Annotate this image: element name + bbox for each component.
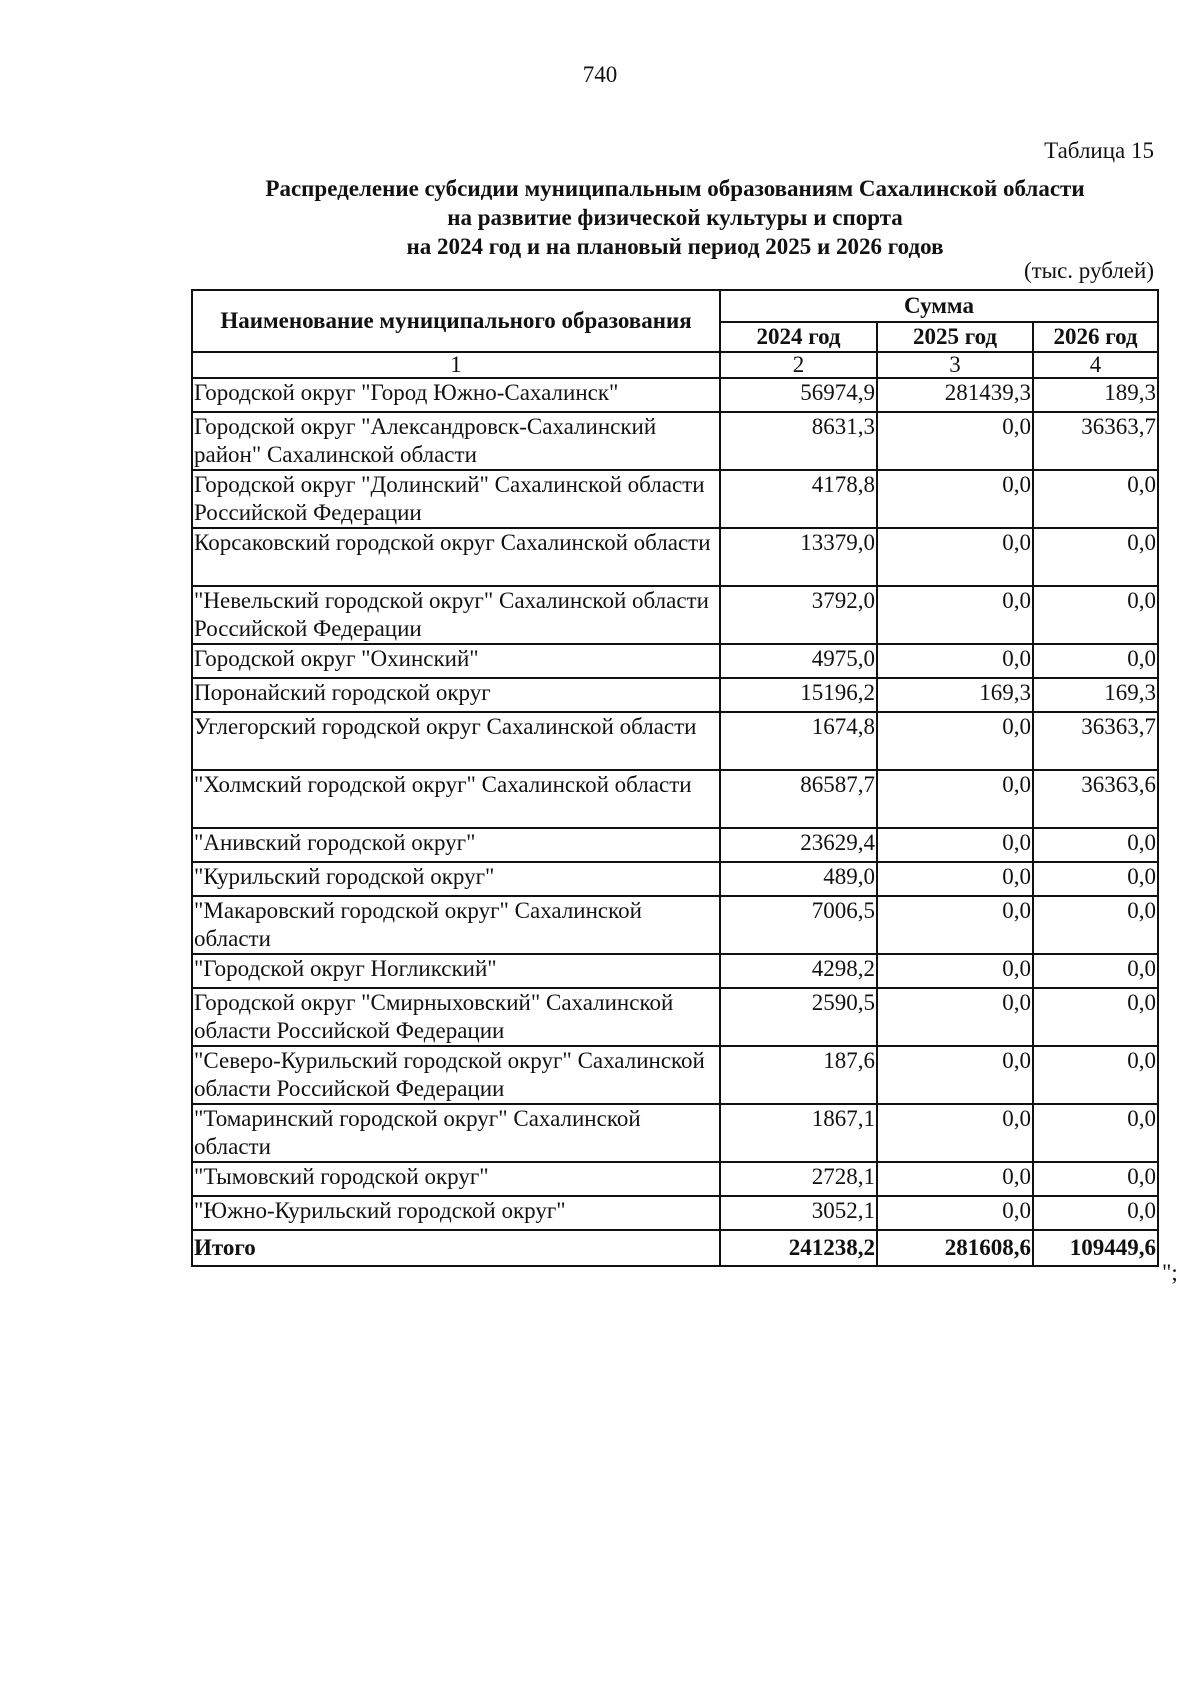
table-row — [192, 528, 1158, 586]
table-row — [192, 1162, 1158, 1196]
table-label: Таблица 15 — [1044, 138, 1154, 163]
value-2026: 0,0 — [1033, 470, 1158, 528]
table-row — [192, 586, 1158, 644]
value-2024: 4298,2 — [720, 954, 877, 988]
total-2026: 109449,6 — [1033, 1230, 1158, 1266]
value-2025: 0,0 — [877, 1162, 1033, 1196]
table-row — [192, 678, 1158, 712]
value-2025: 0,0 — [877, 470, 1033, 528]
table-row — [192, 644, 1158, 678]
value-2026: 0,0 — [1033, 644, 1158, 678]
table-row — [192, 712, 1158, 770]
value-2024: 86587,7 — [720, 770, 877, 828]
table-row — [192, 954, 1158, 988]
municipality-name: Корсаковский городской округ Сахалинской области — [192, 528, 720, 586]
value-2024: 8631,3 — [720, 412, 877, 470]
units-note: (тыс. рублей) — [1023, 258, 1154, 283]
value-2024: 7006,5 — [720, 896, 877, 954]
total-2024: 241238,2 — [720, 1230, 877, 1266]
value-2026: 169,3 — [1033, 678, 1158, 712]
value-2025: 0,0 — [877, 528, 1033, 586]
value-2024: 3052,1 — [720, 1196, 877, 1230]
value-2024: 4178,8 — [720, 470, 877, 528]
value-2024: 1867,1 — [720, 1104, 877, 1162]
title-line: на развитие физической культуры и спорта — [447, 205, 903, 230]
header-sum: Сумма — [720, 290, 1158, 322]
page-number: 740 — [582, 62, 618, 87]
municipality-name: "Холмский городской округ" Сахалинской области — [192, 770, 720, 828]
table-row — [192, 378, 1158, 412]
value-2025: 0,0 — [877, 1104, 1033, 1162]
municipality-name: Городской округ "Город Южно-Сахалинск" — [192, 378, 720, 412]
value-2025: 0,0 — [877, 1196, 1033, 1230]
value-2025: 0,0 — [877, 828, 1033, 862]
municipality-name: Углегорский городской округ Сахалинской области — [192, 712, 720, 770]
table-row — [192, 770, 1158, 828]
municipality-name: "Макаровский городской округ" Сахалинской области — [192, 896, 720, 954]
value-2026: 0,0 — [1033, 1162, 1158, 1196]
value-2024: 23629,4 — [720, 828, 877, 862]
table-row — [192, 828, 1158, 862]
value-2026: 0,0 — [1033, 1196, 1158, 1230]
value-2025: 0,0 — [877, 412, 1033, 470]
value-2024: 187,6 — [720, 1046, 877, 1104]
value-2024: 13379,0 — [720, 528, 877, 586]
value-2025: 169,3 — [877, 678, 1033, 712]
municipality-name: "Анивский городской округ" — [192, 828, 720, 862]
value-2025: 0,0 — [877, 712, 1033, 770]
table-row — [192, 1046, 1158, 1104]
value-2026: 36363,7 — [1033, 412, 1158, 470]
total-2025: 281608,6 — [877, 1230, 1033, 1266]
value-2026: 0,0 — [1033, 528, 1158, 586]
value-2026: 0,0 — [1033, 828, 1158, 862]
column-index: 2 — [720, 352, 877, 378]
column-index: 1 — [192, 352, 720, 378]
value-2024: 489,0 — [720, 862, 877, 896]
municipality-name: "Невельский городской округ" Сахалинской области Российской Федерации — [192, 586, 720, 644]
municipality-name: Городской округ "Охинский" — [192, 644, 720, 678]
header-year-2026: 2026 год — [1033, 322, 1158, 352]
table-row — [192, 470, 1158, 528]
closing-quote-mark: "; — [1162, 1260, 1178, 1285]
value-2025: 0,0 — [877, 954, 1033, 988]
municipality-name: "Курильский городской округ" — [192, 862, 720, 896]
value-2026: 0,0 — [1033, 1104, 1158, 1162]
header-year-2025: 2025 год — [877, 322, 1033, 352]
value-2026: 0,0 — [1033, 954, 1158, 988]
header-year-2024: 2024 год — [720, 322, 877, 352]
table-row — [192, 896, 1158, 954]
title-line: на 2024 год и на плановый период 2025 и 2026 годов — [406, 234, 944, 259]
value-2026: 0,0 — [1033, 1046, 1158, 1104]
value-2026: 0,0 — [1033, 896, 1158, 954]
subsidy-table — [191, 289, 1159, 1267]
value-2024: 2590,5 — [720, 988, 877, 1046]
value-2026: 0,0 — [1033, 862, 1158, 896]
municipality-name: "Южно-Курильский городской округ" — [192, 1196, 720, 1230]
municipality-name: Городской округ "Смирныховский" Сахалинской области Российской Федерации — [192, 988, 720, 1046]
value-2024: 4975,0 — [720, 644, 877, 678]
header-name: Наименование муниципального образования — [192, 290, 720, 352]
value-2025: 0,0 — [877, 1046, 1033, 1104]
value-2025: 0,0 — [877, 644, 1033, 678]
municipality-name: "Городской округ Ногликский" — [192, 954, 720, 988]
value-2025: 0,0 — [877, 988, 1033, 1046]
column-index: 4 — [1033, 352, 1158, 378]
value-2025: 0,0 — [877, 862, 1033, 896]
value-2024: 3792,0 — [720, 586, 877, 644]
table-row — [192, 1104, 1158, 1162]
value-2024: 56974,9 — [720, 378, 877, 412]
total-label: Итого — [192, 1230, 720, 1266]
value-2024: 2728,1 — [720, 1162, 877, 1196]
value-2026: 36363,7 — [1033, 712, 1158, 770]
document-title — [0, 174, 1200, 261]
table-row — [192, 988, 1158, 1046]
table-row — [192, 412, 1158, 470]
total-row — [192, 1230, 1158, 1266]
municipality-name: Поронайский городской округ — [192, 678, 720, 712]
value-2025: 0,0 — [877, 896, 1033, 954]
table-row — [192, 1196, 1158, 1230]
value-2024: 1674,8 — [720, 712, 877, 770]
value-2026: 36363,6 — [1033, 770, 1158, 828]
value-2024: 15196,2 — [720, 678, 877, 712]
title-line: Распределение субсидии муниципальным образованиям Сахалинской области — [265, 176, 1085, 201]
municipality-name: "Тымовский городской округ" — [192, 1162, 720, 1196]
value-2026: 0,0 — [1033, 988, 1158, 1046]
value-2026: 189,3 — [1033, 378, 1158, 412]
value-2025: 281439,3 — [877, 378, 1033, 412]
municipality-name: Городской округ "Долинский" Сахалинской области Российской Федерации — [192, 470, 720, 528]
table-row — [192, 862, 1158, 896]
municipality-name: Городской округ "Александровск-Сахалинский район" Сахалинской области — [192, 412, 720, 470]
value-2025: 0,0 — [877, 586, 1033, 644]
value-2025: 0,0 — [877, 770, 1033, 828]
column-index: 3 — [877, 352, 1033, 378]
value-2026: 0,0 — [1033, 586, 1158, 644]
municipality-name: "Томаринский городской округ" Сахалинской области — [192, 1104, 720, 1162]
municipality-name: "Северо-Курильский городской округ" Сахалинской области Российской Федерации — [192, 1046, 720, 1104]
